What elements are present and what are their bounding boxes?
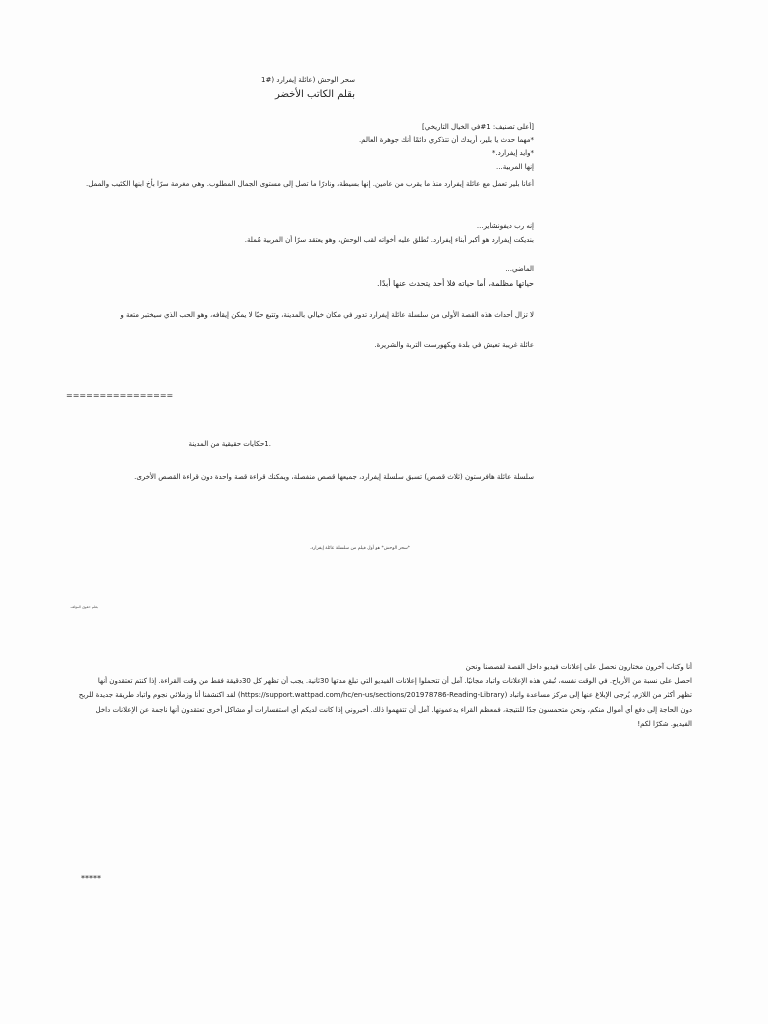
heroine-description: أعانا بلير تعمل مع عائلة إيفرارد منذ ما يقرب من عامين. إنها بسيطة، ونادرًا ما تصل إلى مستوى الجمال المطلوب. وهي مغرمة سرًا بأخ ابنها الكئيب والممل. <box>86 180 534 188</box>
section-divider: ================ <box>66 391 174 400</box>
book-title: سحر الوحش (عائلة إيفرارد (#1 <box>261 76 355 84</box>
author-line: بقلم الكاتب الأخضر <box>274 89 355 100</box>
series-note-line-1: لا تزال أحداث هذه القصة الأولى من سلسلة عائلة إيفرارد تدور في مكان خيالي بالمدينة، وتتبع حبًا لا يمكن إيقافه، وهو الحب الذي سيختبر متعة و <box>120 311 534 319</box>
ads-line-5: الفيديو. شكرًا لكم! <box>637 720 692 728</box>
hero-description: بنديكت إيفرارد هو أكبر أبناء إيفرارد. تُطلق عليه أخواته لقب الوحش، وهو يعتقد سرًا أن المربية مُملة. <box>244 236 534 244</box>
small-note: بقلم حقوق المؤلف <box>70 605 98 609</box>
quote-line-2: *وايد إيفرارد.* <box>491 149 534 157</box>
past-label: الماضي... <box>505 265 534 273</box>
end-stars: ***** <box>81 874 101 883</box>
stories-description: سلسلة عائلة هافرستون (ثلاث قصص) تسبق سلسلة إيفرارد، جميعها قصص منفصلة، ويمكنك قراءة قصة واحدة دون قراءة القصص الأخرى. <box>134 473 534 481</box>
heroine-intro: إنها المربية... <box>496 163 534 171</box>
hero-intro: إنه رب ديفونشاير... <box>476 222 534 230</box>
ads-line-1: أنا وكتاب آخرون مختارون نحصل على إعلانات فيديو داخل القصة لقصصنا ونحن <box>465 663 692 671</box>
ads-line-3: تظهر أكثر من اللازم، يُرجى الإبلاغ عنها إلى مركز مساعدة واتباد ‎(https://support.wattpad.com/hc/en-us/sections/201978786-Reading-Library)‎ لقد اكتشفنا أنا وزملائي نجوم واتباد طريقة جديدة للربح <box>78 691 692 699</box>
stories-heading: .1حكايات حقيقية من المدينة <box>188 440 271 448</box>
past-tagline: حياتها مظلمة، أما حياته فلا أحد يتحدث عنها أبدًا. <box>377 279 534 288</box>
quote-line-1: *مهما حدث يا بلير، أريدك أن تتذكري دائمًا أنك جوهرة العالم. <box>358 136 534 144</box>
first-book-note: *سحر الوحش* هو أول فيلم من سلسلة عائلة إيفرارد. <box>309 546 410 551</box>
ranking-line: [أعلى تصنيف: 1#في الخيال التاريخي] <box>422 123 534 131</box>
ads-line-2: احصل على نسبة من الأرباح. في الوقت نفسه، تُبقي هذه الإعلانات واتباد مجانيًا. آمل أن تتحملوا إعلانات الفيديو التي تبلغ مدتها 30ثانية. يجب أن تظهر كل 30دقيقة فقط من وقت القراءة. إذا كنتم تعتقدون أنها <box>97 677 692 685</box>
series-note-line-2: عائلة غريبة تعيش في بلدة ويكهورست التربة والشريرة. <box>374 341 534 349</box>
ads-line-4: دون الحاجة إلى دفع أي أموال منكم، ونحن متحمسون جدًا للنتيجة، فمعظم القراء يدعمونها. آمل أن تتفهموا ذلك. أخبروني إذا كانت لديكم أي استفسارات أو مشاكل أخرى تعتقدون أنها ناجمة عن الإعلانات داخل <box>95 706 692 714</box>
